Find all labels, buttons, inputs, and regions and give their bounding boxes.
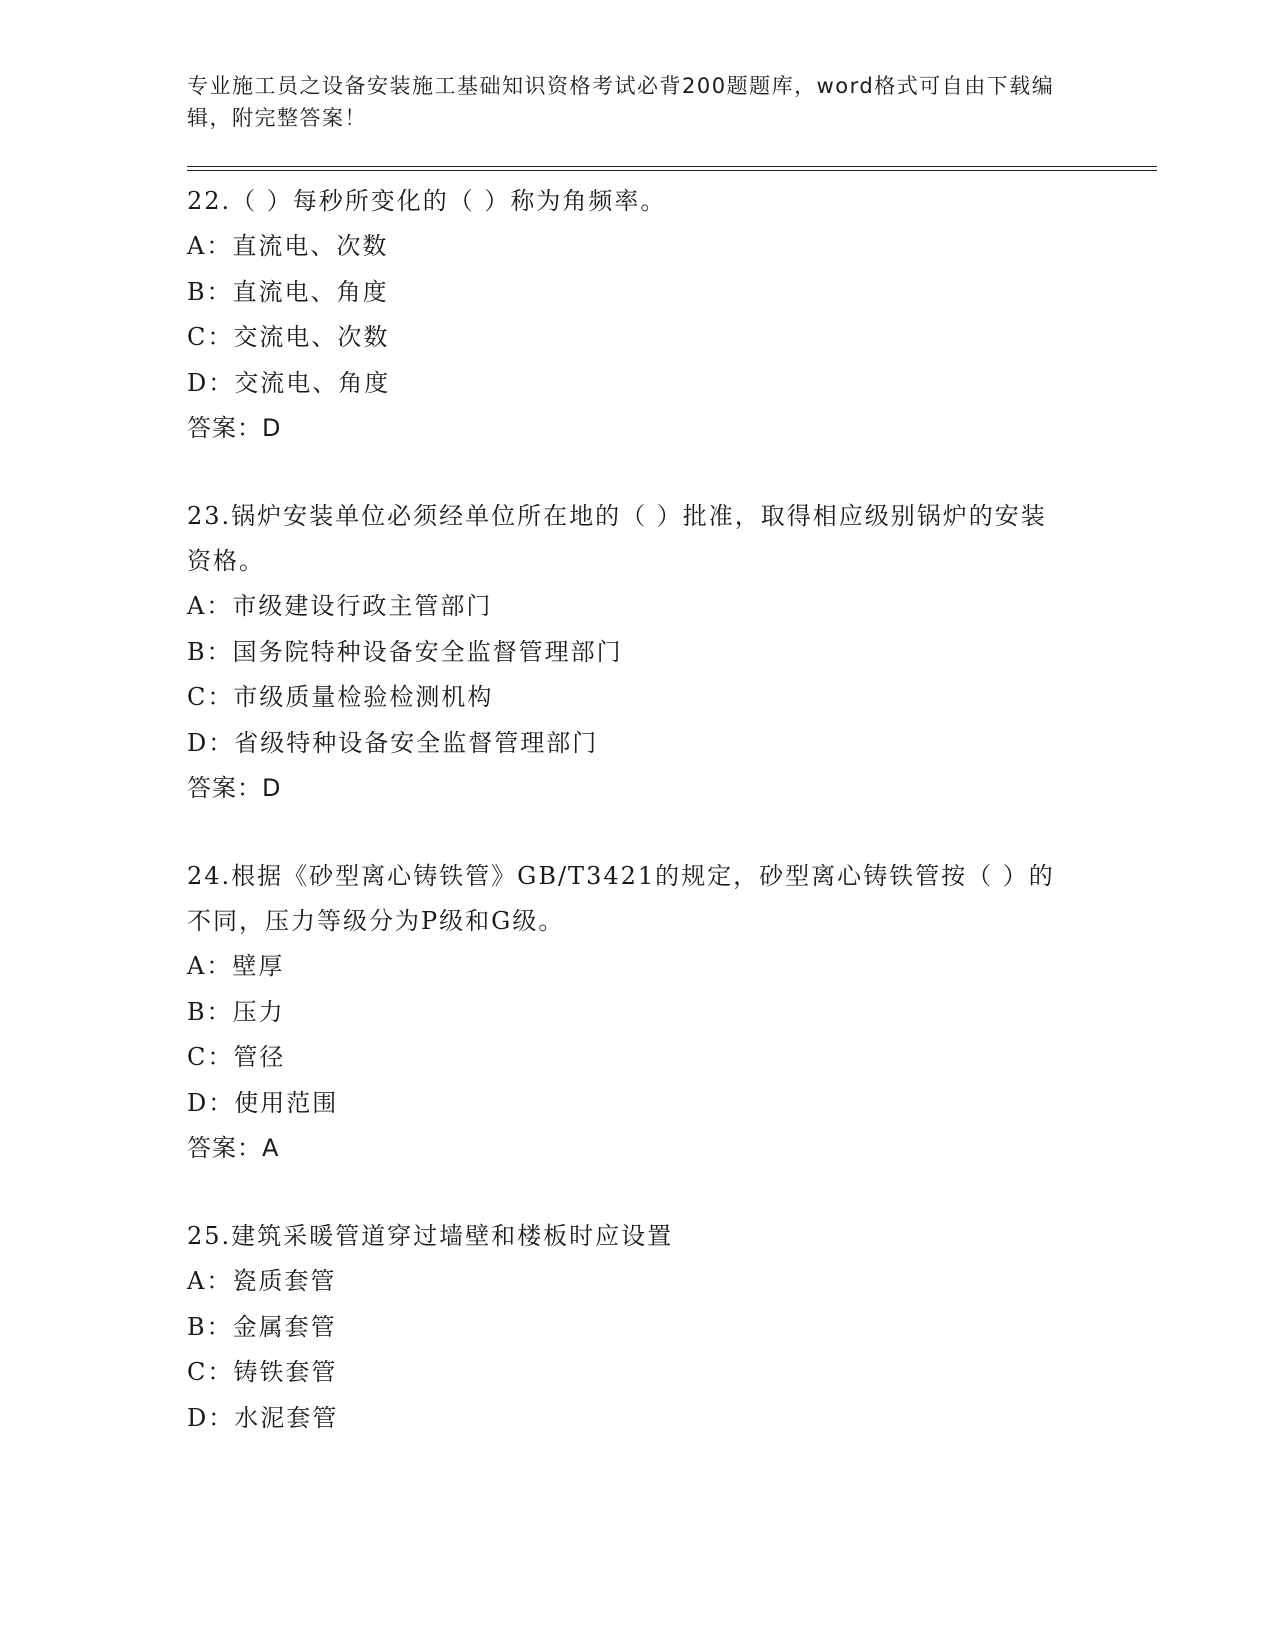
option-d: D：水泥套管 <box>187 1403 339 1432</box>
answer-line: 答案：D <box>187 774 282 802</box>
answer-line: 答案：D <box>187 414 282 442</box>
option-a: A：市级建设行政主管部门 <box>187 592 493 620</box>
option-b: B：直流电、角度 <box>187 277 389 306</box>
option-b: B：国务院特种设备安全监督管理部门 <box>187 637 623 666</box>
option-b: B：金属套管 <box>187 1312 337 1341</box>
question-22 <box>187 179 1147 451</box>
option-a: A：壁厚 <box>187 952 285 980</box>
option-d: D：使用范围 <box>187 1088 339 1117</box>
question-25 <box>187 1214 1147 1441</box>
option-c: C：交流电、次数 <box>187 323 390 351</box>
option-b: B：压力 <box>187 997 285 1026</box>
question-list <box>187 179 1147 1441</box>
question-stem: 22.（ ）每秒所变化的（ ）称为角频率。 <box>187 187 667 215</box>
question-24 <box>187 854 1147 1171</box>
answer-line: 答案：A <box>187 1134 280 1162</box>
option-a: A：瓷质套管 <box>187 1267 337 1295</box>
question-stem: 25.建筑采暖管道穿过墙壁和楼板时应设置 <box>187 1222 674 1250</box>
option-a: A：直流电、次数 <box>187 232 389 260</box>
option-d: D：交流电、角度 <box>187 368 391 397</box>
question-23 <box>187 494 1147 811</box>
question-stem: 23.锅炉安装单位必须经单位所在地的（ ）批准，取得相应级别锅炉的安装资格。 <box>187 502 1047 575</box>
header-divider <box>187 166 1157 171</box>
option-c: C：管径 <box>187 1043 286 1071</box>
option-c: C：市级质量检验检测机构 <box>187 683 494 711</box>
question-stem: 24.根据《砂型离心铸铁管》GB/T3421的规定，砂型离心铸铁管按（ ）的不同，压力等级分为P级和G级。 <box>187 862 1055 935</box>
document-header: 专业施工员之设备安装施工基础知识资格考试必背200题题库，word格式可自由下载编辑，附完整答案！ <box>187 74 1055 130</box>
option-c: C：铸铁套管 <box>187 1358 338 1386</box>
document-page <box>187 70 1147 1484</box>
option-d: D：省级特种设备安全监督管理部门 <box>187 728 599 757</box>
